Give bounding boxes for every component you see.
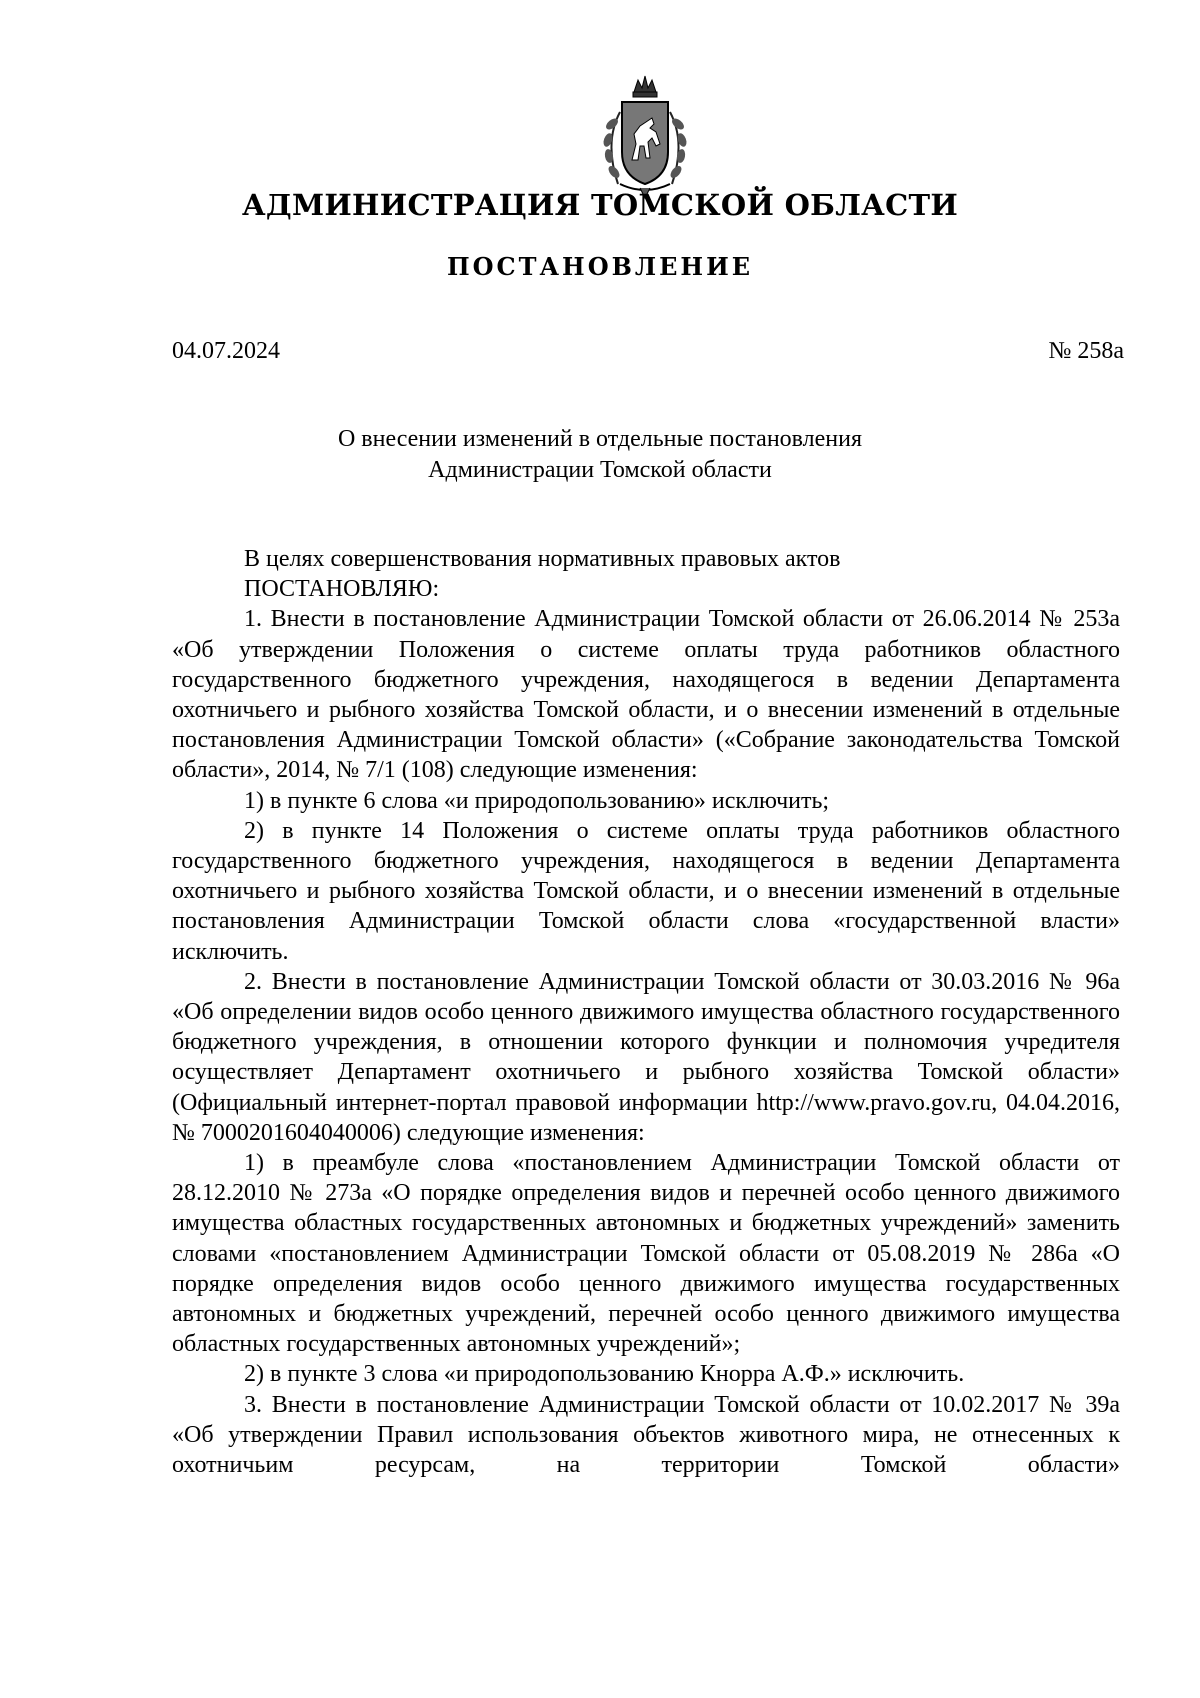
subject-line-2: Администрации Томской области — [428, 457, 772, 483]
paragraph-2: 2. Внести в постановление Администрации Томской области от 30.03.2016 № 96а «Об определении видов особо ценного движимого имущества областного государственного бюджетного учреждения, в отношении которого функции и полномочия учредителя осуществляет Департамент охотничьего и рыбного хозяйства Томской области» (Официальный интернет-портал правовой информации http://www.pravo.gov.ru, 04.04.2016, № 7000201604040006) следующие изменения: — [172, 968, 1120, 1146]
document-subject — [0, 424, 1200, 486]
paragraph-2-item-1: 1) в преамбуле слова «постановлением Администрации Томской области от 28.12.2010 № 273а «О порядке определения видов и перечней особо ценного движимого имущества областных государственных автономных и бюджетных учреждений» заменить словами «постановлением Администрации Томской области от 05.08.2019 № 286а «О порядке определения видов особо ценного движимого имущества государственных автономных и бюджетных учреждений, перечней особо ценного движимого имущества областных государственных автономных учреждений»; — [172, 1150, 1120, 1358]
paragraph-1-item-1: 1) в пункте 6 слова «и природопользованию» исключить; — [244, 787, 830, 814]
paragraph-1-item-2: 2) в пункте 14 Положения о системе оплаты труда работников областного государственного бюджетного учреждения, находящегося в ведении Департамента охотничьего и рыбного хозяйства Томской области, и о внесении изменений в отдельные постановления Администрации Томской области слова «государственной власти» исключить. — [172, 817, 1120, 965]
subject-line-1: О внесении изменений в отдельные постановления — [337, 426, 863, 452]
document-number: № 258а — [1048, 338, 1124, 364]
paragraph-3: 3. Внести в постановление Администрации Томской области от 10.02.2017 № 39а «Об утверждении Правил использования объектов животного мира, не отнесенных к охотничьим ресурсам, на территории Томской области» — [172, 1391, 1120, 1479]
preamble-paragraph: В целях совершенствования нормативных правовых актов — [244, 546, 841, 572]
tomsk-coat-of-arms-icon — [590, 72, 700, 200]
decree-word: ПОСТАНОВЛЯЮ: — [244, 576, 440, 603]
paragraph-2-item-2: 2) в пункте 3 слова «и природопользованию Кнорра А.Ф.» исключить. — [244, 1361, 965, 1388]
document-type-title: ПОСТАНОВЛЕНИЕ — [446, 252, 754, 281]
document-meta-row — [172, 338, 1124, 365]
organization-title: АДМИНИСТРАЦИЯ ТОМСКОЙ ОБЛАСТИ — [241, 188, 959, 222]
paragraph-1: 1. Внести в постановление Администрации Томской области от 26.06.2014 № 253а «Об утверждении Положения о системе оплаты труда работников областного государственного бюджетного учреждения, находящегося в ведении Департамента охотничьего и рыбного хозяйства Томской области, и о внесении изменений в отдельные постановления Администрации Томской области» («Собрание законодательства Томской области», 2014, № 7/1 (108) следующие изменения: — [172, 606, 1120, 784]
document-date: 04.07.2024 — [172, 338, 280, 364]
document-body — [172, 544, 1120, 1480]
